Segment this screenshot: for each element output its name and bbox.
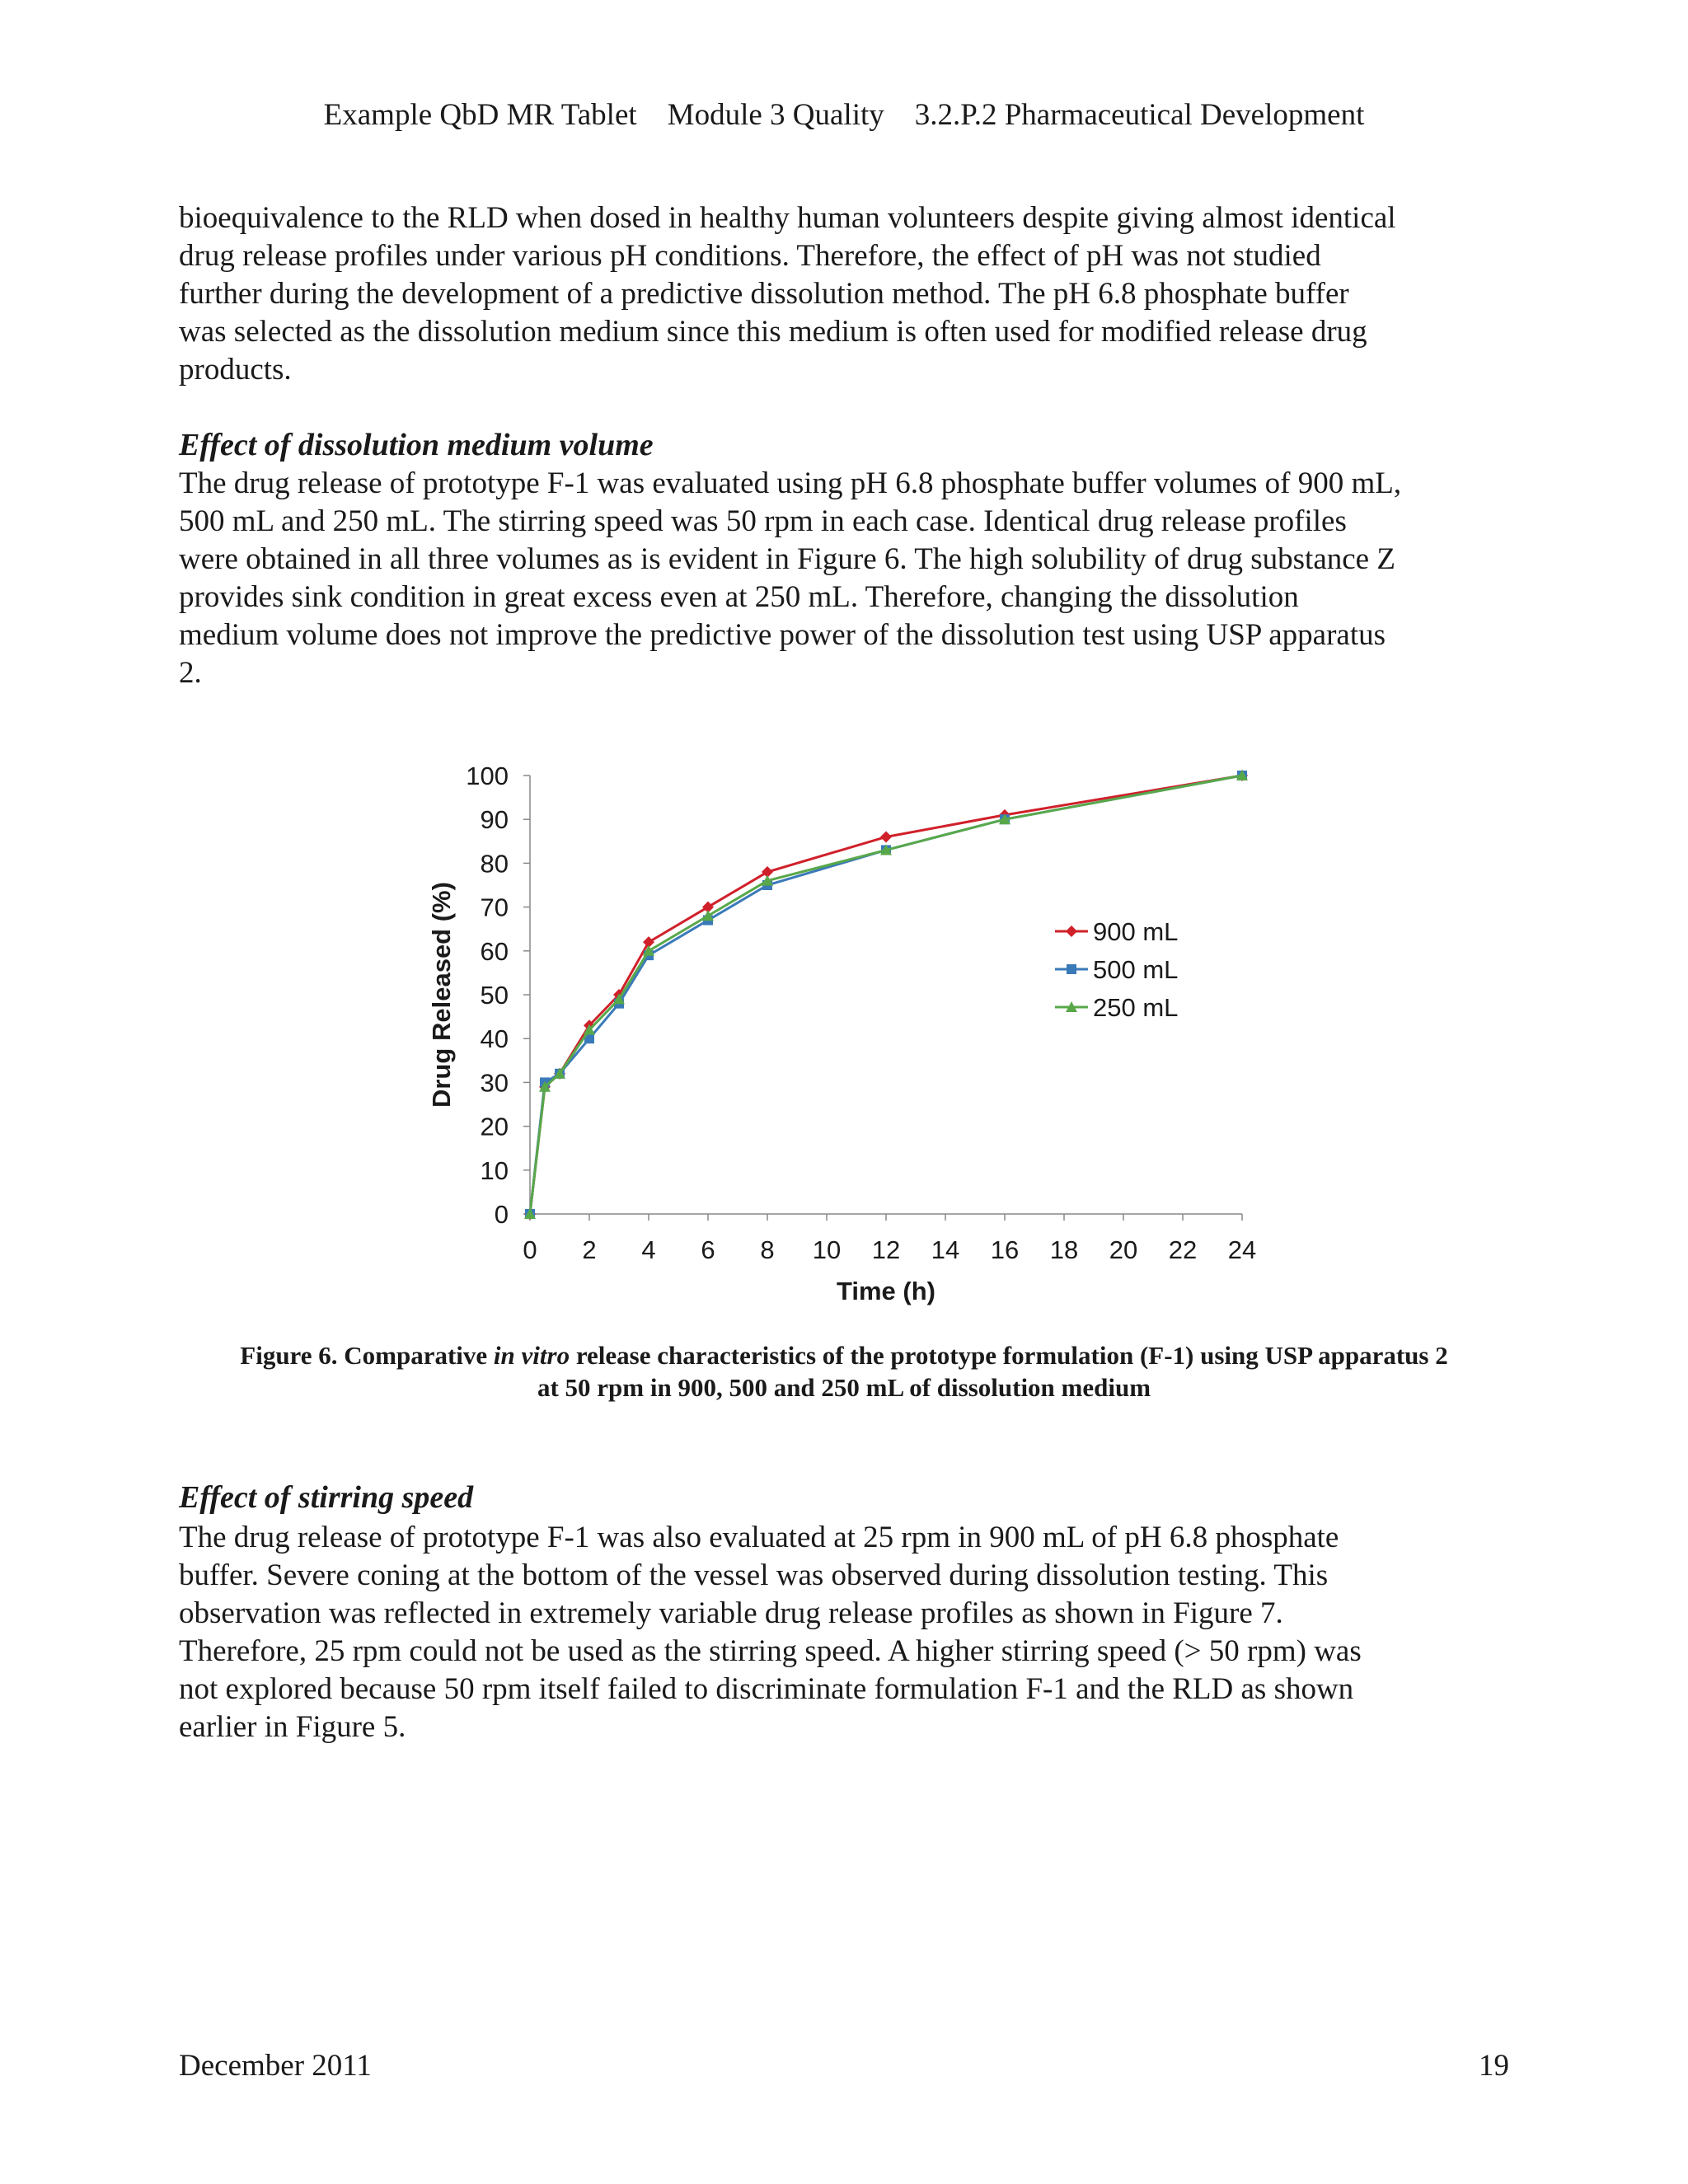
volume-paragraph-line: medium volume does not improve the predictive power of the dissolution test using USP apparatus (179, 618, 1386, 652)
x-tick-label: 12 (871, 1235, 901, 1264)
volume-paragraph-line: 500 mL and 250 mL. The stirring speed was 50 rpm in each case. Identical drug release profiles (179, 504, 1347, 538)
stirring-paragraph-line: buffer. Severe coning at the bottom of the vessel was observed during dissolution testing. This (179, 1558, 1329, 1592)
intro-paragraph-line: was selected as the dissolution medium since this medium is often used for modified release drug (179, 315, 1367, 349)
stirring-paragraph-line: observation was reflected in extremely variable drug release profiles as shown in Figure 7. (179, 1596, 1283, 1630)
x-tick-label: 8 (760, 1235, 775, 1264)
figure-caption-line (148, 1339, 1540, 1371)
legend-label: 500 mL (1093, 955, 1179, 984)
y-tick-label: 20 (480, 1112, 509, 1141)
x-tick-label: 4 (641, 1235, 656, 1264)
x-tick-label: 20 (1109, 1235, 1138, 1264)
x-tick-label: 10 (812, 1235, 842, 1264)
legend-label: 250 mL (1093, 993, 1179, 1022)
page-number: 19 (1479, 2049, 1509, 2083)
figure-caption-line (148, 1371, 1540, 1404)
volume-paragraph-line: provides sink condition in great excess even at 250 mL. Therefore, changing the dissolution (179, 580, 1299, 614)
legend-marker (1067, 964, 1076, 974)
intro-paragraph (179, 199, 1514, 389)
y-axis-label: Drug Released (%) (427, 882, 456, 1108)
y-tick-label: 70 (480, 893, 509, 922)
x-tick-label: 6 (701, 1235, 715, 1264)
y-tick-label: 60 (480, 936, 509, 966)
y-tick-label: 80 (480, 849, 509, 879)
intro-paragraph-line: products. (179, 353, 292, 387)
section-heading-stirring: Effect of stirring speed (179, 1480, 474, 1515)
x-tick-label: 16 (990, 1235, 1020, 1264)
y-tick-label: 30 (480, 1068, 509, 1098)
stirring-paragraph-line: not explored because 50 rpm itself failed to discriminate formulation F-1 and the RLD as shown (179, 1672, 1354, 1706)
data-point-series-0 (880, 831, 892, 842)
x-tick-label: 24 (1227, 1235, 1257, 1264)
x-tick-label: 22 (1168, 1235, 1198, 1264)
x-tick-label: 2 (582, 1235, 597, 1264)
y-tick-label: 100 (466, 762, 509, 790)
running-header: Example QbD MR Tablet Module 3 Quality 3.2.P.2 Pharmaceutical Development (323, 98, 1365, 132)
y-tick-label: 10 (480, 1155, 509, 1185)
figure-caption-text: release characteristics of the prototype formulation (F-1) using USP apparatus 2 (570, 1341, 1448, 1370)
stirring-paragraph-line: earlier in Figure 5. (179, 1710, 406, 1744)
x-tick-label: 0 (523, 1235, 537, 1264)
volume-paragraph (179, 465, 1514, 692)
y-tick-label: 40 (480, 1024, 509, 1054)
figure-caption-text: at 50 rpm in 900, 500 and 250 mL of dissolution medium (537, 1373, 1151, 1402)
stirring-paragraph-line: Therefore, 25 rpm could not be used as the stirring speed. A higher stirring speed (> 50 rpm) was (179, 1634, 1362, 1668)
volume-paragraph-line: were obtained in all three volumes as is evident in Figure 6. The high solubility of drug substance Z (179, 542, 1395, 576)
release-profile-chart (412, 746, 1286, 1323)
footer-date: December 2011 (179, 2049, 372, 2083)
stirring-paragraph (179, 1519, 1514, 1746)
legend-label: 900 mL (1093, 917, 1179, 946)
figure-caption (148, 1339, 1540, 1404)
figure-caption-text: in vitro (493, 1341, 570, 1370)
x-tick-label: 18 (1049, 1235, 1079, 1264)
section-heading-volume: Effect of dissolution medium volume (179, 428, 654, 462)
legend-marker (1066, 926, 1077, 937)
y-tick-label: 0 (494, 1200, 509, 1229)
volume-paragraph-line: 2. (179, 656, 202, 690)
intro-paragraph-line: bioequivalence to the RLD when dosed in healthy human volunteers despite giving almost identical (179, 201, 1396, 235)
stirring-paragraph-line: The drug release of prototype F-1 was also evaluated at 25 rpm in 900 mL of pH 6.8 phosphate (179, 1521, 1339, 1554)
y-tick-label: 50 (480, 981, 509, 1010)
x-tick-label: 14 (931, 1235, 960, 1264)
figure-caption-text: Figure 6. Comparative (240, 1341, 494, 1370)
intro-paragraph-line: further during the development of a predictive dissolution method. The pH 6.8 phosphate buffer (179, 277, 1349, 311)
intro-paragraph-line: drug release profiles under various pH conditions. Therefore, the effect of pH was not studied (179, 239, 1321, 273)
x-axis-label: Time (h) (837, 1277, 935, 1305)
y-tick-label: 90 (480, 805, 509, 835)
volume-paragraph-line: The drug release of prototype F-1 was evaluated using pH 6.8 phosphate buffer volumes of 900 mL, (179, 466, 1402, 500)
